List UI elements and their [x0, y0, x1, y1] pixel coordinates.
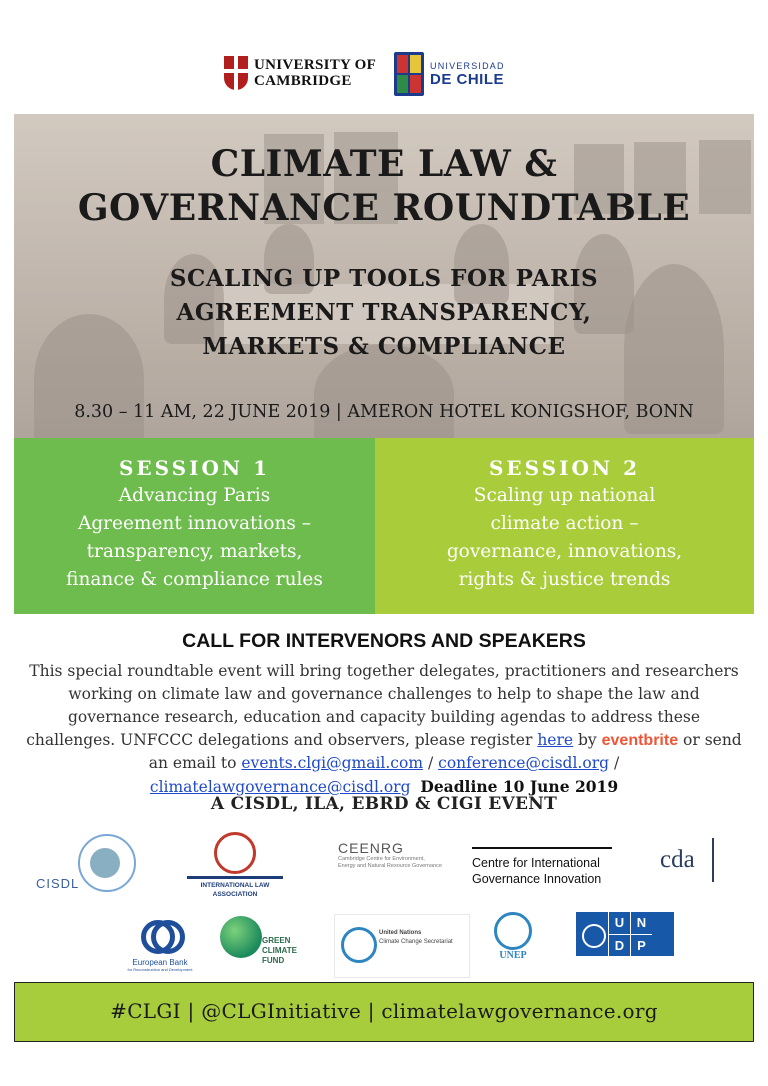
session-2-line: governance, innovations, — [446, 541, 683, 562]
event-subtitle-line1: SCALING UP TOOLS FOR PARIS — [169, 265, 599, 292]
gcf-logo-line1: GREEN — [262, 936, 291, 945]
ceenrg-logo — [338, 840, 448, 870]
session-2-line: Scaling up national — [473, 485, 656, 506]
event-title — [14, 142, 754, 230]
session-1-line: transparency, markets, — [86, 541, 303, 562]
ceenrg-logo-text: CEENRG — [338, 840, 404, 856]
undp-letter: P — [630, 934, 652, 957]
session-2-line: climate action – — [490, 513, 639, 534]
separator: / — [613, 754, 620, 772]
chile-shield-icon — [394, 52, 424, 96]
unfccc-logo-line2: Climate Change Secretariat — [379, 939, 453, 945]
unep-logo-text: UNEP — [499, 950, 527, 961]
cigi-logo-line2: Governance Innovation — [472, 872, 602, 886]
event-subtitle-line3: MARKETS & COMPLIANCE — [202, 333, 566, 360]
session-1-heading: SESSION 1 — [118, 456, 271, 480]
separator: / — [427, 754, 434, 772]
cisdl-logo — [32, 826, 140, 906]
ebrd-logo-line1: European Bank — [132, 958, 188, 967]
event-dateline: 8.30 – 11 AM, 22 JUNE 2019 | AMERON HOTEL KONIGSHOF, BONN — [74, 402, 694, 422]
un-emblem-icon — [494, 912, 532, 950]
ebrd-logo — [118, 920, 202, 972]
email-link-conference[interactable]: conference@cisdl.org — [438, 754, 610, 772]
deadline-text: Deadline 10 June 2019 — [420, 777, 619, 796]
unfccc-logo — [334, 914, 470, 978]
chile-logo-line2: DE CHILE — [430, 70, 505, 88]
call-text-or: or send an email to — [148, 731, 742, 772]
unfccc-logo-line1: United Nations — [379, 930, 422, 936]
undp-letter: D — [608, 934, 630, 957]
session-1-line: Advancing Paris — [118, 485, 271, 506]
call-description — [22, 660, 746, 799]
footer-banner: #CLGI | @CLGInitiative | climatelawgovernance.org — [14, 982, 754, 1042]
email-link-events[interactable]: events.clgi@gmail.com — [241, 754, 424, 772]
unep-logo — [488, 912, 538, 961]
cigi-logo — [472, 847, 622, 887]
undp-letter: N — [630, 912, 652, 934]
gcf-sphere-icon — [220, 916, 262, 958]
event-title-line2: GOVERNANCE ROUNDTABLE — [77, 187, 691, 229]
session-1-panel — [14, 438, 375, 614]
gcf-logo-line3: FUND — [262, 956, 285, 965]
cigi-logo-line1: Centre for International — [472, 856, 600, 870]
call-text: This special roundtable event will bring together delegates, practitioners and researchers working on climate law and governance challenges to help to shape the law and governance research, education and capacity building agendas to address these challenges. UNFCCC delegations and observers, please register — [26, 662, 739, 749]
universidad-de-chile-logo — [394, 52, 505, 96]
cambridge-logo-line2: CAMBRIDGE — [254, 73, 352, 89]
un-emblem-icon — [341, 927, 377, 963]
session-2-panel — [375, 438, 754, 614]
undp-logo — [576, 912, 674, 956]
un-emblem-icon — [576, 912, 608, 956]
ceenrg-logo-sub1: Cambridge Centre for Environment, — [338, 856, 425, 862]
green-climate-fund-logo — [220, 916, 300, 976]
event-subtitle — [14, 262, 754, 364]
ila-logo — [184, 832, 286, 899]
cambridge-shield-icon — [224, 56, 248, 90]
event-subtitle-line2: AGREEMENT TRANSPARENCY, — [176, 299, 592, 326]
session-1-description — [14, 482, 375, 594]
ebrd-mark-icon — [141, 920, 179, 954]
session-1-line: finance & compliance rules — [66, 569, 323, 590]
eventbrite-logo: eventbrite — [601, 732, 679, 749]
gcf-logo-line2: CLIMATE — [262, 946, 297, 955]
session-2-description — [375, 482, 754, 594]
chile-logo-line1: UNIVERSIDAD — [430, 60, 505, 71]
ebrd-logo-line2: for Reconstruction and Development — [127, 967, 193, 972]
call-heading: CALL FOR INTERVENORS AND SPEAKERS — [182, 630, 586, 652]
undp-letter: U — [608, 912, 630, 934]
cisdl-logo-text: CISDL — [36, 876, 80, 891]
cda-logo — [660, 846, 716, 874]
cambridge-logo-line1: UNIVERSITY OF — [254, 57, 377, 73]
ila-logo-line1: INTERNATIONAL LAW — [200, 882, 270, 889]
cambridge-logo — [224, 56, 376, 90]
session-1-line: Agreement innovations – — [77, 513, 312, 534]
organizers-heading: A CISDL, ILA, EBRD & CIGI EVENT — [210, 794, 558, 814]
ila-logo-line2: ASSOCIATION — [212, 891, 258, 898]
ila-globe-icon — [214, 832, 256, 874]
register-here-link[interactable]: here — [537, 731, 574, 749]
cda-logo-text: cda — [660, 846, 695, 873]
event-title-line1: CLIMATE LAW & — [210, 143, 558, 185]
ceenrg-logo-sub2: Energy and Natural Resource Governance — [338, 863, 442, 869]
session-2-line: rights & justice trends — [458, 569, 671, 590]
call-text-by: by — [578, 731, 597, 749]
email-link-climatelaw[interactable]: climatelawgovernance@cisdl.org — [149, 778, 411, 796]
session-2-heading: SESSION 2 — [488, 456, 641, 480]
